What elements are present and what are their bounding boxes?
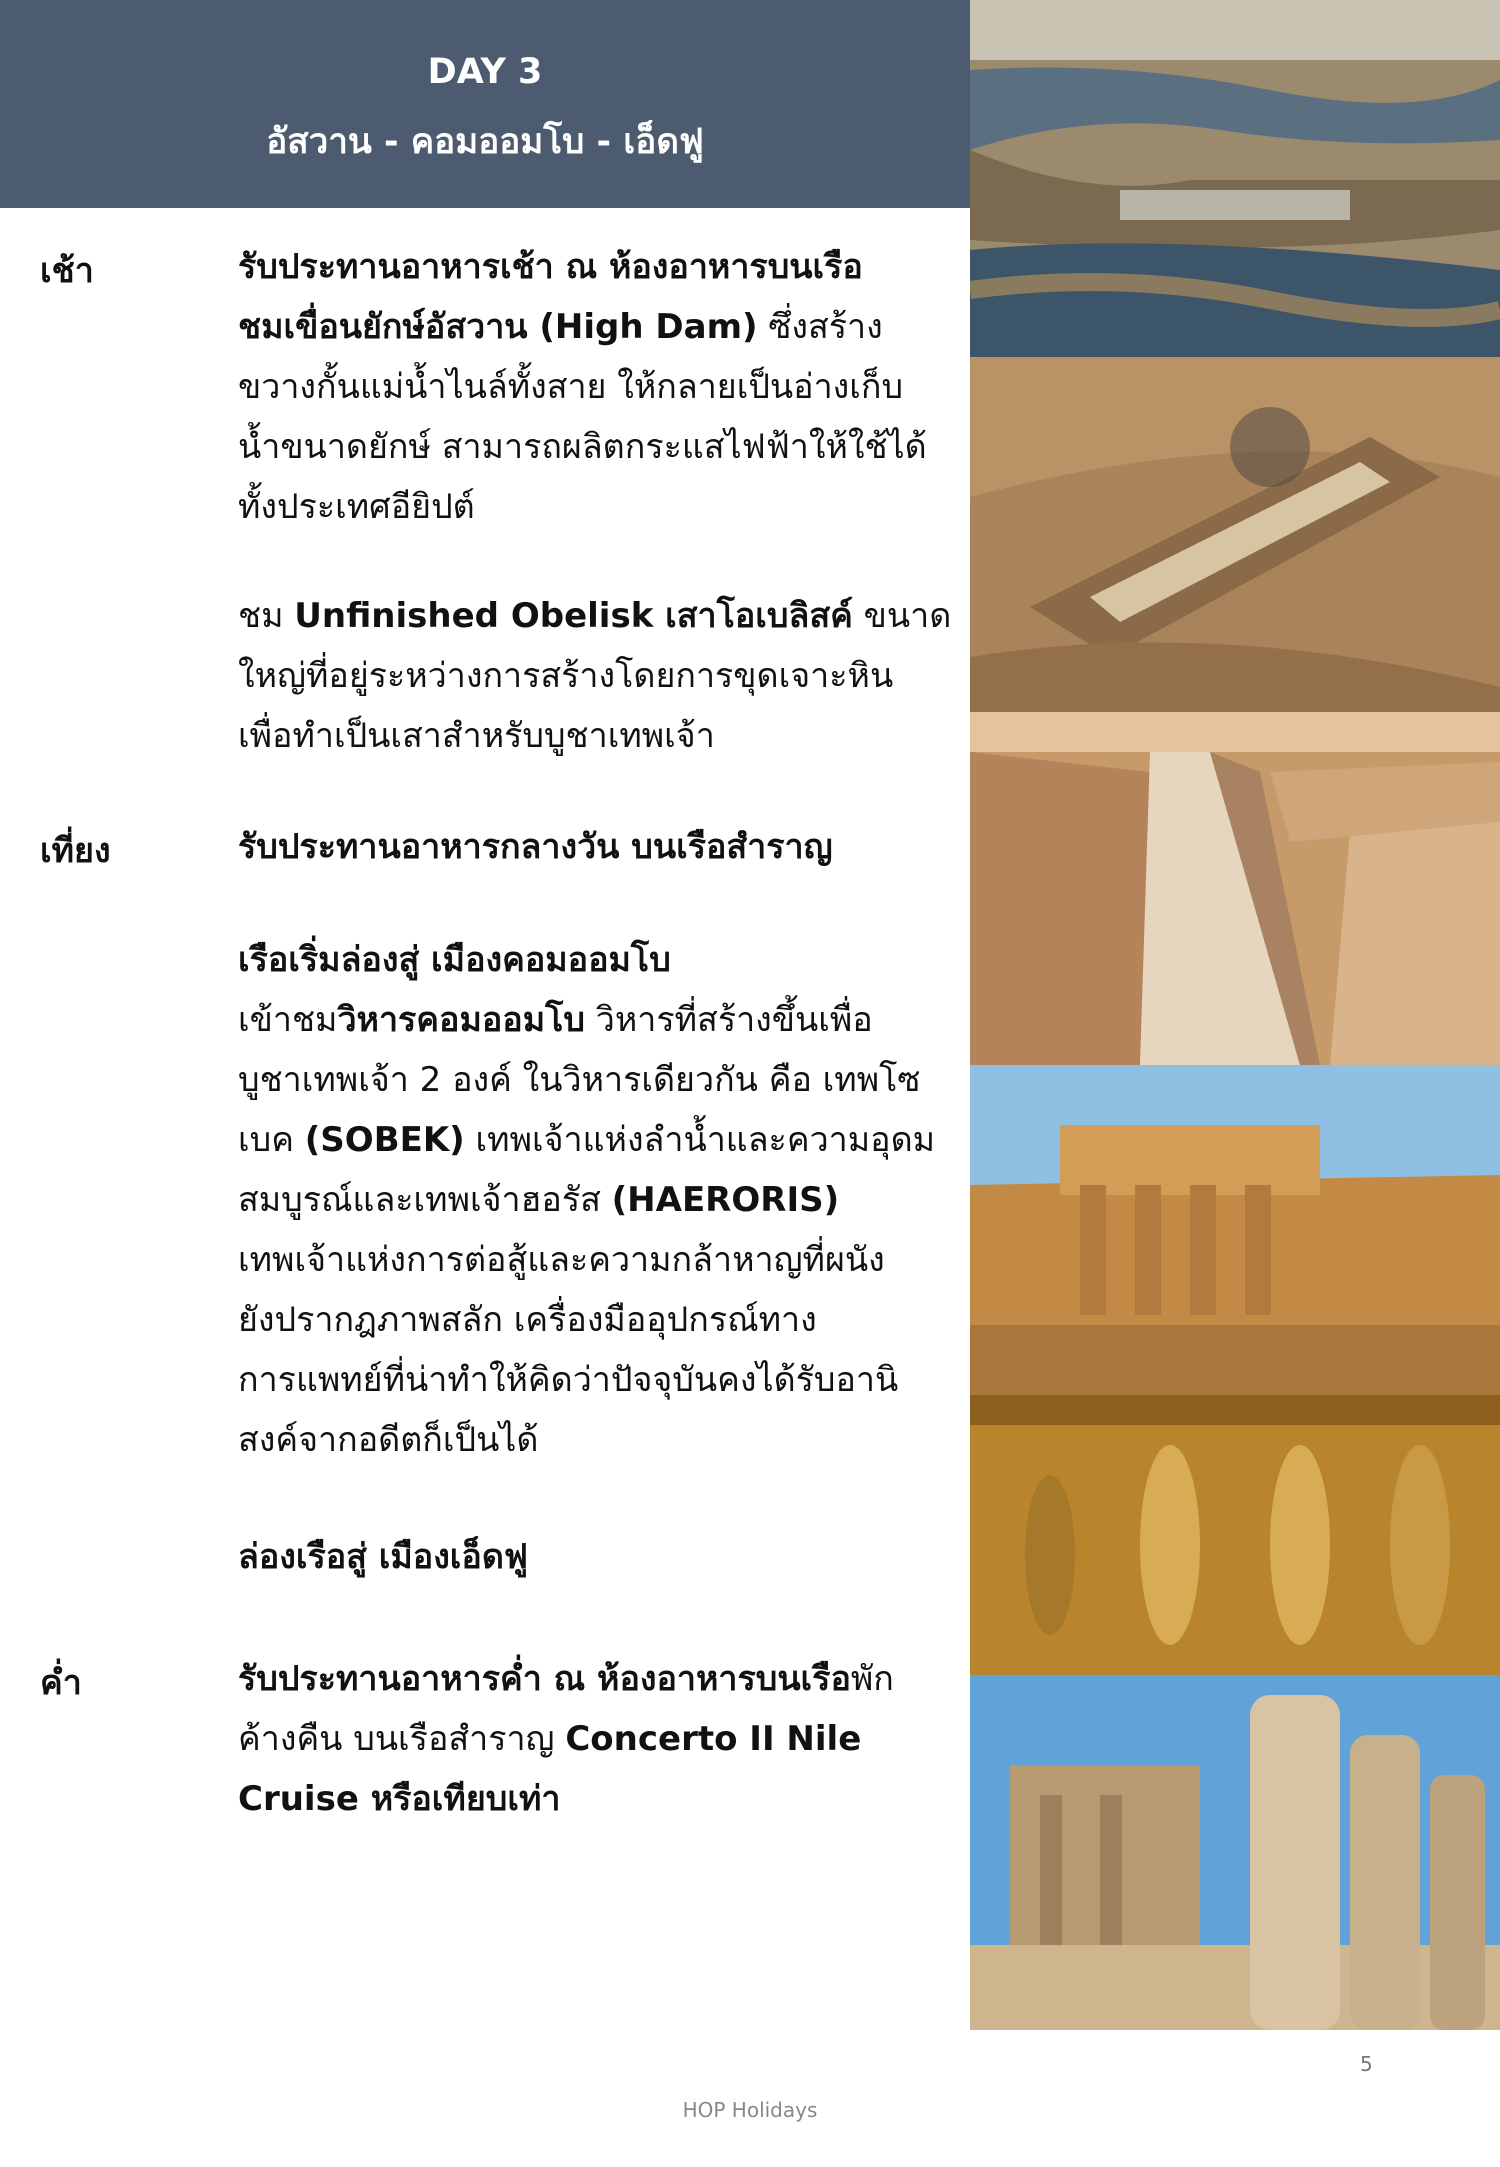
text-line bbox=[238, 1050, 943, 1110]
day-header bbox=[0, 0, 970, 208]
text-line bbox=[238, 1350, 943, 1410]
text-line bbox=[238, 646, 943, 706]
text-line bbox=[238, 817, 943, 877]
relief-carving-photo bbox=[970, 1395, 1500, 1675]
slot-noon: เที่ยง bbox=[40, 831, 111, 871]
text-line bbox=[238, 1230, 943, 1290]
noon-paragraph-1 bbox=[238, 817, 943, 877]
text-line bbox=[238, 477, 943, 537]
bold-text-run: Concerto II Nile bbox=[565, 1719, 862, 1759]
text-run: บูชาเทพเจ้า 2 องค์ ในวิหารเดียวกัน คือ เทพโซ bbox=[238, 1060, 921, 1100]
text-run: การแพทย์ที่น่าทำให้คิดว่าปัจจุบันคงได้รับอานิ bbox=[238, 1360, 899, 1400]
bold-text-run: Unfinished Obelisk เสาโอเบลิสค์ bbox=[294, 596, 853, 636]
footer-brand: HOP Holidays bbox=[682, 2098, 818, 2122]
text-line bbox=[238, 930, 943, 990]
text-line bbox=[238, 1649, 943, 1709]
noon-paragraph-3 bbox=[238, 1527, 943, 1587]
bold-text-run: วิหารคอมออมโบ bbox=[337, 1000, 585, 1040]
text-run: เทพเจ้าแห่งลำน้ำและความอุดม bbox=[464, 1120, 936, 1160]
bold-text-run: รับประทานอาหารกลางวัน บนเรือสำราญ bbox=[238, 827, 833, 867]
bold-text-run: Cruise หรือเทียบเท่า bbox=[238, 1779, 561, 1819]
slot-morning: เช้า bbox=[40, 251, 94, 291]
text-line bbox=[238, 1709, 943, 1769]
text-run: ชม bbox=[238, 596, 295, 636]
obelisk-aerial-photo bbox=[970, 357, 1500, 712]
text-run: ค้างคืน บนเรือสำราญ bbox=[238, 1719, 566, 1759]
text-run: ยังปรากฎภาพสลัก เครื่องมืออุปกรณ์ทาง bbox=[238, 1300, 817, 1340]
kom-ombo-temple-photo bbox=[970, 1065, 1500, 1395]
bold-text-run: (SOBEK) bbox=[304, 1120, 465, 1160]
text-run: สงค์จากอดีตก็เป็นได้ bbox=[238, 1420, 539, 1460]
bold-text-run: ชมเขื่อนยักษ์อัสวาน (High Dam) bbox=[238, 307, 758, 347]
bold-text-run: ล่องเรือสู่ เมืองเอ็ดฟู bbox=[238, 1537, 528, 1577]
text-run: ทั้งประเทศอียิปต์ bbox=[238, 487, 475, 527]
text-run: เพื่อทำเป็นเสาสำหรับบูชาเทพเจ้า bbox=[238, 716, 715, 756]
text-run: ขวางกั้นแม่น้ำไนล์ทั้งสาย ให้กลายเป็นอ่างเก็บ bbox=[238, 367, 904, 407]
evening-paragraph-1 bbox=[238, 1649, 943, 1829]
route-title: อัสวาน - คอมออมโบ - เอ็ดฟู bbox=[266, 122, 704, 162]
text-run: พัก bbox=[850, 1659, 894, 1699]
morning-paragraph-1 bbox=[238, 237, 943, 537]
page-number: 5 bbox=[1360, 2052, 1373, 2076]
text-run: เทพเจ้าแห่งการต่อสู้และความกล้าหาญที่ผนัง bbox=[238, 1240, 885, 1280]
text-line bbox=[238, 1769, 943, 1829]
text-line bbox=[238, 1170, 943, 1230]
text-run: สมบูรณ์และเทพเจ้าฮอรัส bbox=[238, 1180, 612, 1220]
text-line bbox=[238, 1110, 943, 1170]
bold-text-run: (HAERORIS) bbox=[611, 1180, 840, 1220]
text-line bbox=[238, 706, 943, 766]
text-line bbox=[238, 586, 952, 646]
text-line bbox=[238, 1527, 943, 1587]
text-line bbox=[238, 357, 943, 417]
text-run: วิหารที่สร้างขึ้นเพื่อ bbox=[584, 1000, 873, 1040]
text-line bbox=[238, 1410, 943, 1470]
text-line bbox=[238, 417, 943, 477]
photo-column bbox=[970, 0, 1500, 2030]
slot-evening: ค่ำ bbox=[40, 1663, 82, 1703]
morning-paragraph-2 bbox=[238, 586, 952, 766]
bold-text-run: รับประทานอาหารค่ำ ณ ห้องอาหารบนเรือ bbox=[238, 1659, 851, 1699]
bold-text-run: รับประทานอาหารเช้า ณ ห้องอาหารบนเรือ bbox=[238, 247, 863, 287]
text-run: ใหญ่ที่อยู่ระหว่างการสร้างโดยการขุดเจาะหิน bbox=[238, 656, 894, 696]
text-line bbox=[238, 990, 943, 1050]
day-title: DAY 3 bbox=[427, 52, 543, 92]
text-line bbox=[238, 1290, 943, 1350]
text-line bbox=[238, 297, 943, 357]
text-run: ขนาด bbox=[852, 596, 952, 636]
obelisk-closeup-photo bbox=[970, 712, 1500, 1065]
high-dam-photo bbox=[970, 0, 1500, 357]
bold-text-run: เรือเริ่มล่องสู่ เมืองคอมออมโบ bbox=[238, 940, 671, 980]
text-line bbox=[238, 237, 943, 297]
text-run: น้ำขนาดยักษ์ สามารถผลิตกระแสไฟฟ้าให้ใช้ได้ bbox=[238, 427, 927, 467]
temple-columns-photo bbox=[970, 1675, 1500, 2030]
text-run: ซึ่งสร้าง bbox=[757, 307, 883, 347]
text-run: เข้าชม bbox=[238, 1000, 338, 1040]
text-run: เบค bbox=[238, 1120, 305, 1160]
noon-paragraph-2 bbox=[238, 930, 943, 1470]
